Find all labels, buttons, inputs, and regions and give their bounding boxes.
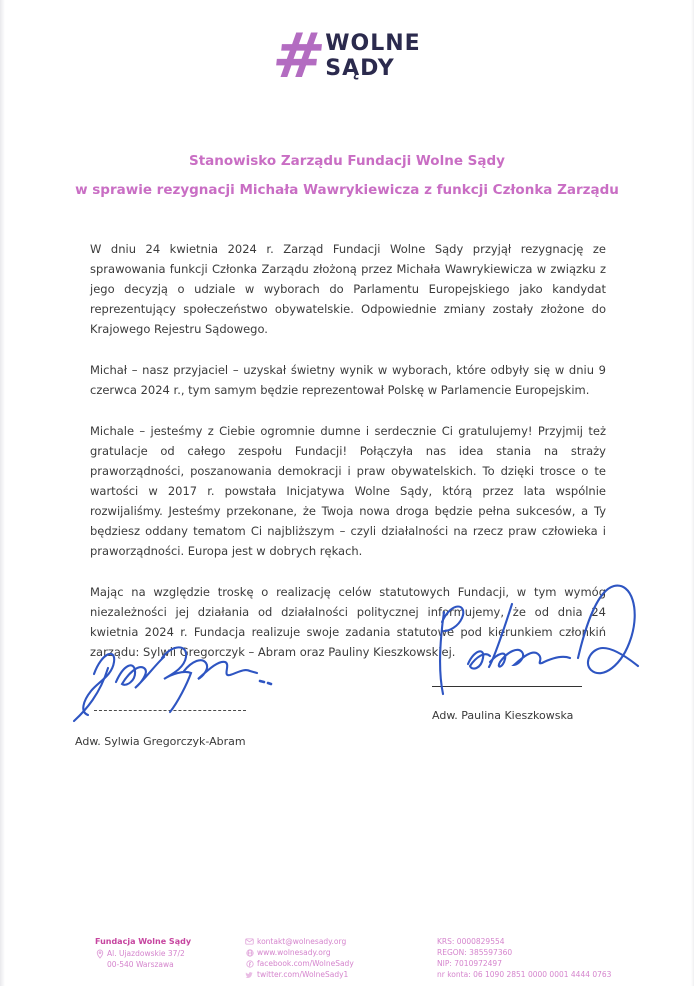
footer-bank-account: nr konta: 06 1090 2851 0000 0001 4444 0763 [437, 970, 612, 979]
globe-icon [245, 949, 254, 957]
footer-email: kontakt@wolnesady.org [257, 937, 347, 946]
paragraph-3: Michale – jesteśmy z Ciebie ogromnie dumne i serdecznie Ci gratulujemy! Przyjmij też gratulacje od całego zespołu Fundacji! Połączyła nas idea stania na straży praworządności, poszanowania demokracji i praw obywatelskich. To dzięki trosce o te wartości w 2017 r. powstała Inicjatywa Wolne Sądy, którą przez lata wspólnie rozwijaliśmy. Jesteśmy przekonane, że Twoja nowa droga będzie pełna sukcesów, a Ty będziesz oddany tematom Ci najbliższym – czyli działalności na rzecz praw człowieka i praworządności. Europa jest w dobrych rękach. [90, 424, 606, 558]
signature-block-sylwia [64, 612, 274, 748]
footer-twitter: twitter.com/WolneSady1 [257, 970, 349, 979]
hashtag-icon: # [269, 19, 328, 92]
footer-regon: REGON: 385597360 [437, 948, 513, 957]
wolne-sady-logo [0, 19, 694, 92]
document-title [0, 147, 694, 205]
logo-word-2: SĄDY [325, 56, 395, 81]
location-pin-icon [95, 949, 104, 959]
signature-line [432, 686, 582, 687]
paragraph-2: Michał – nasz przyjaciel – uzyskał świetny wynik w wyborach, które odbyły się w dniu 9 czerwca 2024 r., tym samym będzie reprezentował Polskę w Parlamencie Europejskim. [90, 363, 606, 397]
footer-contact-column [245, 936, 354, 980]
footer-legal-column [437, 936, 611, 980]
email-icon [245, 938, 254, 945]
footer-org-name: Fundacja Wolne Sądy [95, 937, 192, 946]
signature-sylwia-icon [64, 612, 274, 724]
footer-facebook: facebook.com/WolneSady [257, 959, 354, 968]
signatory-name-left: Adw. Sylwia Gregorczyk-Abram [75, 735, 246, 748]
paragraph-4: Mając na względzie troskę o realizację celów statutowych Fundacji, w tym wymóg niezależności jej działania od działalności politycznej informujemy, że od dnia 24 kwietnia 2024 r. Fundacja realizuje swoje zadania statutowe pod kierunkiem członkiń zarządu: Sylwii Gregorczyk – Abram oraz Pauliny Kieszkowskiej. [90, 585, 606, 659]
footer-org-column [95, 936, 191, 970]
twitter-icon [245, 971, 254, 979]
paragraph-1: W dniu 24 kwietnia 2024 r. Zarząd Fundacji Wolne Sądy przyjął rezygnację ze sprawowania funkcji Członka Zarządu złożoną przez Michała Wawrykiewicza w związku z jego decyzją o udziale w wyborach do Parlamentu Europejskiego jako kandydat reprezentujący społeczeństwo obywatelskie. Odpowiednie zmiany zostały złożone do Krajowego Rejestru Sądowego. [90, 242, 606, 336]
footer-krs: KRS: 0000829554 [437, 937, 505, 946]
signatory-name-right: Adw. Paulina Kieszkowska [432, 709, 574, 722]
signature-paulina-icon [428, 578, 653, 702]
footer-website: www.wolnesady.org [257, 948, 331, 957]
footer-address-2: 00-540 Warszawa [107, 960, 174, 969]
logo-word-1: WOLNE [325, 31, 421, 56]
facebook-icon [245, 960, 254, 968]
title-line-1: Stanowisko Zarządu Fundacji Wolne Sądy [189, 153, 505, 169]
title-line-2: w sprawie rezygnacji Michała Wawrykiewicza z funkcji Członka Zarządu [75, 182, 619, 198]
footer-address-1: Al. Ujazdowskie 37/2 [107, 949, 185, 958]
footer-nip: NIP: 7010972497 [437, 959, 502, 968]
logo-wordmark [325, 31, 420, 81]
signature-block-paulina [428, 578, 653, 722]
